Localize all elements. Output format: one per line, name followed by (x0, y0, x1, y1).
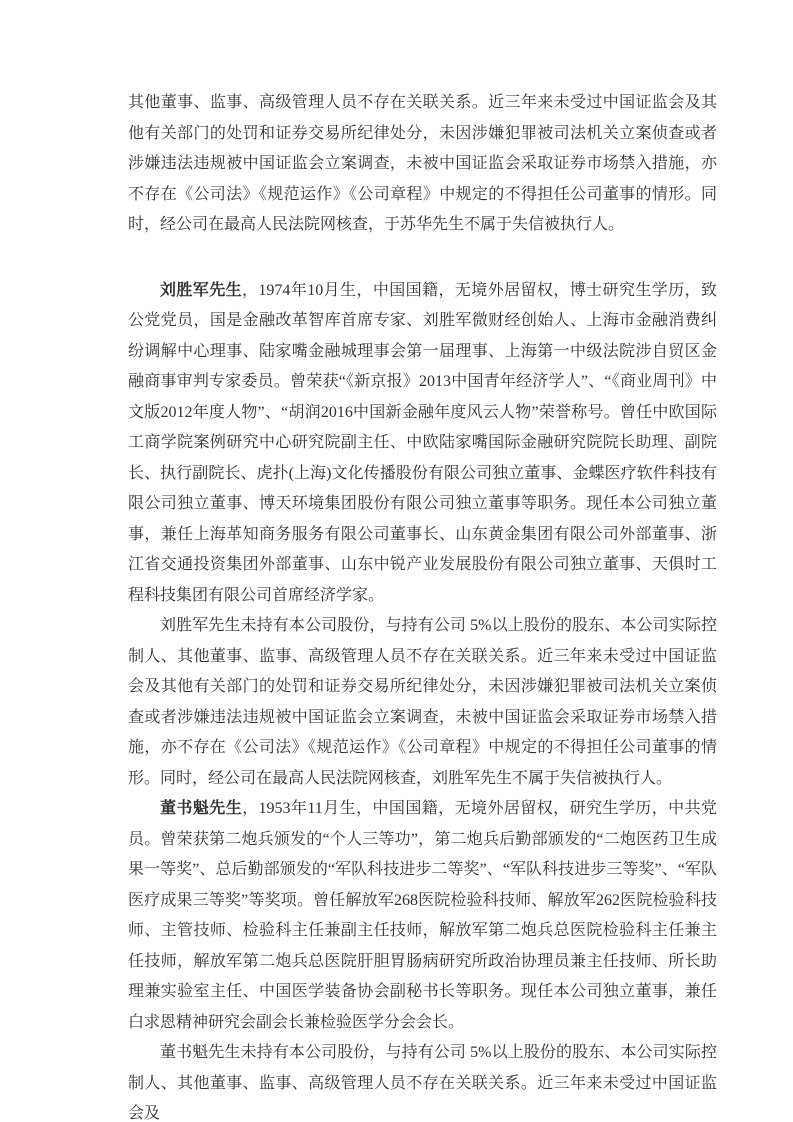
paragraph-dong-shukui-shareholding (128, 1038, 717, 1122)
person-name-liu-shengjun: 刘胜军先生 (160, 281, 243, 299)
paragraph-dong-shukui-bio (128, 794, 717, 1038)
paragraph-liu-shengjun-shareholding (128, 611, 717, 794)
paragraph-text: 刘胜军先生未持有本公司股份，与持有公司 5%以上股份的股东、本公司实际控制人、其他董事、监事、高级管理人员不存在关联关系。近三年来未受过中国证监会及其他有关部门的处罚和证券交易所纪律处分，未因涉嫌犯罪被司法机关立案侦查或者涉嫌违法违规被中国证监会立案调查，未被中国证监会采取证券市场禁入措施，亦不存在《公司法》《规范运作》《公司章程》中规定的不得担任公司董事的情形。同时，经公司在最高人民法院网核查，刘胜军先生不属于失信被执行人。 (128, 617, 717, 787)
document-body (128, 88, 717, 1122)
paragraph-text: 其他董事、监事、高级管理人员不存在关联关系。近三年来未受过中国证监会及其他有关部门的处罚和证券交易所纪律处分，未因涉嫌犯罪被司法机关立案侦查或者涉嫌违法违规被中国证监会立案调查，未被中国证监会采取证券市场禁入措施，亦不存在《公司法》《规范运作》《公司章程》中规定的不得担任公司董事的情形。同时，经公司在最高人民法院网核查，于苏华先生不属于失信被执行人。 (128, 94, 717, 233)
person-name-dong-shukui: 董书魁先生 (160, 800, 243, 817)
paragraph-text: ，1974年10月生，中国国籍，无境外居留权，博士研究生学历，致公党党员，国是金融改革智库首席专家、刘胜军微财经创始人、上海市金融消费纠纷调解中心理事、陆家嘴金融城理事会第一届理事、上海第一中级法院涉自贸区金融商事审判专家委员。曾荣获“《新京报》2013中国青年经济学人”、“《商业周刊》中文版2012年度人物”、“胡润2016中国新金融年度风云人物”荣誉称号。曾任中欧国际工商学院案例研究中心研究院副主任、中欧陆家嘴国际金融研究院院长助理、副院长、执行副院长、虎扑(上海)文化传播股份有限公司独立董事、金蝶医疗软件科技有限公司独立董事、博天环境集团股份有限公司独立董事等职务。现任本公司独立董事，兼任上海革知商务服务有限公司董事长、山东黄金集团有限公司外部董事、浙江省交通投资集团外部董事、山东中锐产业发展股份有限公司独立董事、天俱时工程科技集团有限公司首席经济学家。 (128, 281, 717, 604)
paragraph-text: 董书魁先生未持有本公司股份，与持有公司 5%以上股份的股东、本公司实际控制人、其他董事、监事、高级管理人员不存在关联关系。近三年来未受过中国证监会及 (128, 1044, 717, 1122)
paragraph-continuation (128, 88, 717, 241)
paragraph-text: ，1953年11月生，中国国籍，无境外居留权，研究生学历，中共党员。曾荣获第二炮兵颁发的“个人三等功”，第二炮兵后勤部颁发的“二炮医药卫生成果一等奖”、总后勤部颁发的“军队科技进步二等奖”、“军队科技进步三等奖”、“军队医疗成果三等奖”等奖项。曾任解放军268医院检验科技师、解放军262医院检验科技师、主管技师、检验科主任兼副主任技师，解放军第二炮兵总医院检验科主任兼主任技师，解放军第二炮兵总医院肝胆胃肠病研究所政治协理员兼主任技师、所长助理兼实验室主任、中国医学装备协会副秘书长等职务。现任本公司独立董事，兼任白求恩精神研究会副会长兼检验医学分会会长。 (128, 800, 717, 1031)
paragraph-liu-shengjun-bio (128, 276, 717, 612)
blank-line-spacer (128, 241, 717, 276)
